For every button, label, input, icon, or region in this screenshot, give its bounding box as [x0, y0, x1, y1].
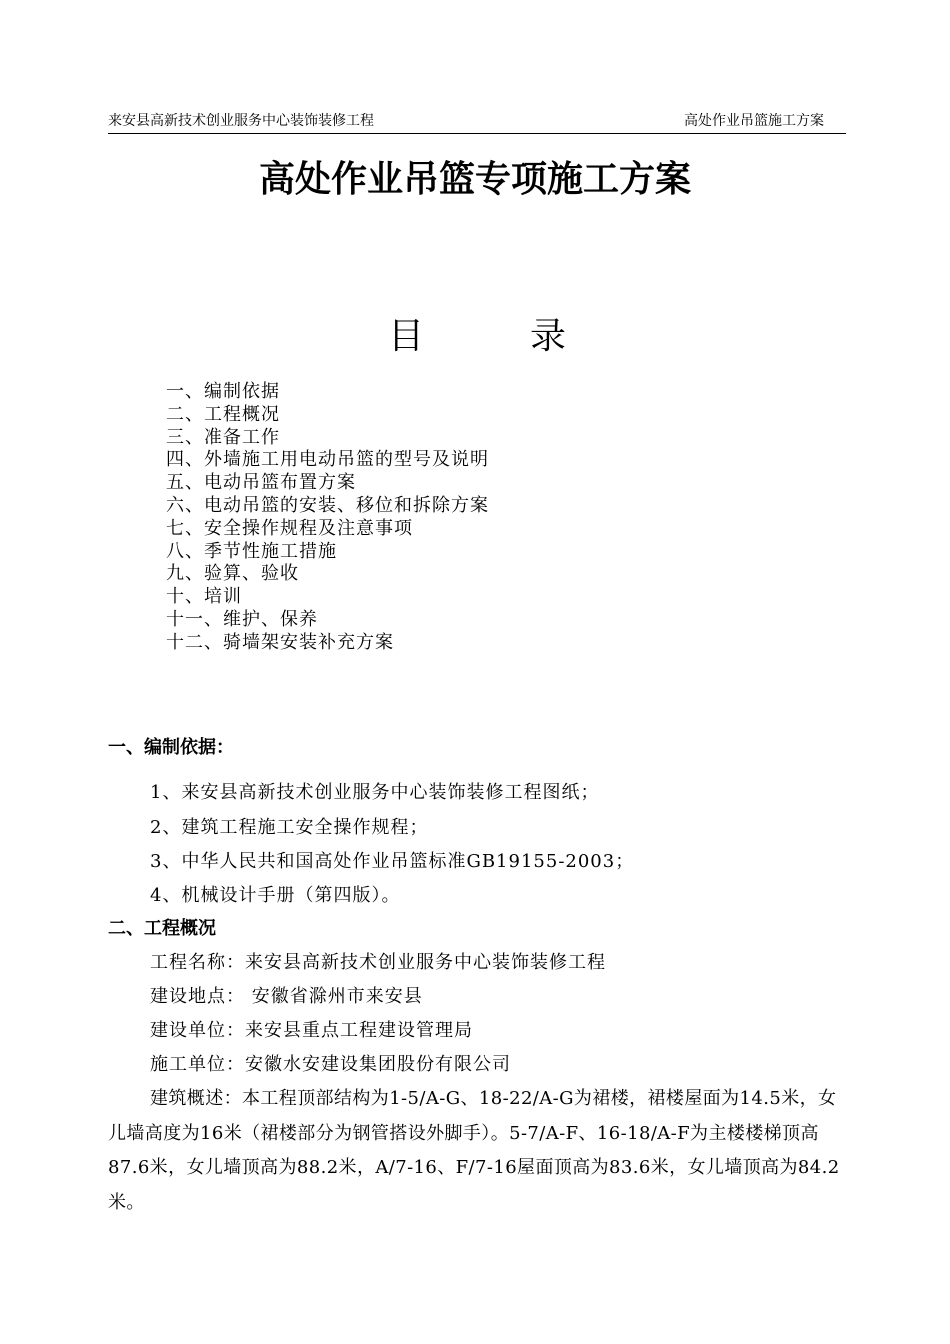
toc-item: 八、季节性施工措施 [166, 540, 337, 562]
toc-item: 七、安全操作规程及注意事项 [166, 517, 413, 539]
toc-item: 九、验算、验收 [166, 563, 299, 585]
basis-item: 3、中华人民共和国高处作业吊篮标准GB19155-2003； [150, 851, 635, 872]
header-doc-name: 高处作业吊篮施工方案 [684, 113, 824, 129]
section-2-heading: 二、工程概况 [108, 918, 216, 939]
toc-item: 五、电动吊篮布置方案 [166, 472, 356, 494]
toc-item: 三、准备工作 [166, 426, 280, 448]
project-info-line: 建设单位：来安县重点工程建设管理局 [150, 1020, 473, 1041]
toc-item: 六、电动吊篮的安装、移位和拆除方案 [166, 494, 489, 516]
document-title: 高处作业吊篮专项施工方案 [258, 159, 691, 200]
project-info-line: 建设地点： 安徽省滁州市来安县 [150, 986, 423, 1007]
header-project-name: 来安县高新技术创业服务中心装饰装修工程 [108, 113, 374, 129]
toc-item: 四、外墙施工用电动吊篮的型号及说明 [166, 449, 489, 471]
page-header [108, 111, 846, 134]
project-info-line: 施工单位：安徽水安建设集团股份有限公司 [150, 1054, 511, 1075]
basis-item: 4、机械设计手册（第四版）。 [150, 885, 401, 906]
toc-item: 一、编制依据 [166, 381, 280, 402]
toc-item: 十一、维护、保养 [166, 608, 318, 630]
section-1-heading: 一、编制依据： [108, 737, 234, 758]
basis-item: 2、建筑工程施工安全操作规程； [150, 817, 429, 838]
toc-item: 十二、骑墙架安装补充方案 [166, 631, 394, 653]
toc-title-char-2: 录 [530, 316, 567, 357]
toc-item: 十、培训 [166, 586, 242, 608]
building-overview-text: 建筑概述：本工程顶部结构为1-5/A-G、18-22/A-G为裙楼，裙楼屋面为14.5米，女儿墙高度为16米（裙楼部分为钢管搭设外脚手）。5-7/A-F、16-18/A-F为主楼楼梯顶高87.6米，女儿墙顶高为88.2米，A/7-16、F/7-16屋面顶高为83.6米，女儿墙顶高为84.2米。 [108, 1088, 840, 1213]
table-of-contents [166, 381, 489, 655]
toc-item: 二、工程概况 [166, 403, 280, 425]
building-overview-paragraph [108, 1082, 848, 1220]
toc-title-char-1: 目 [388, 316, 425, 357]
toc-title [388, 312, 578, 362]
project-info-line: 工程名称：来安县高新技术创业服务中心装饰装修工程 [150, 952, 606, 973]
basis-item: 1、来安县高新技术创业服务中心装饰装修工程图纸； [150, 782, 600, 803]
